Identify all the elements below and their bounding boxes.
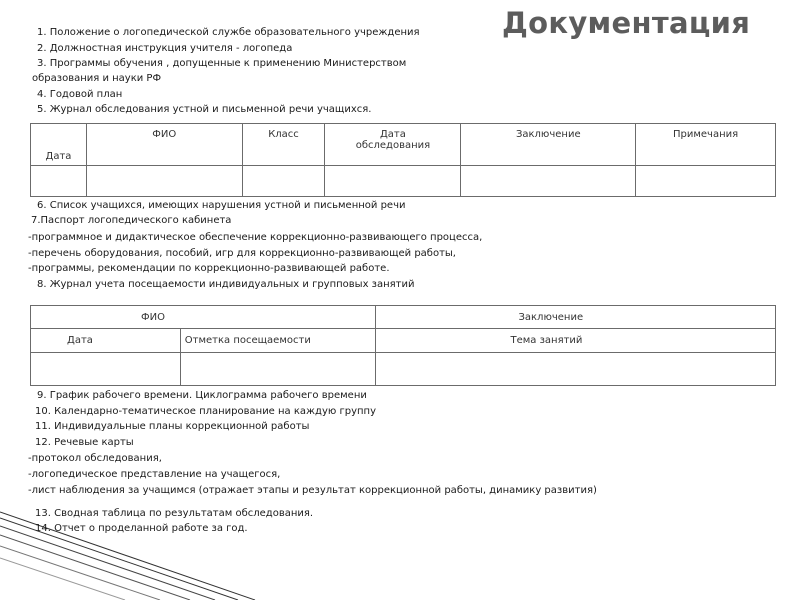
page-title: Документация: [502, 6, 751, 40]
column-header: ФИО: [31, 306, 376, 329]
column-header: Дата: [31, 329, 181, 353]
table-cell: [325, 166, 461, 197]
list-item: 14. Отчет о проделанной работе за год.: [35, 523, 248, 534]
table-cell: [180, 353, 376, 386]
table-cell: [461, 166, 636, 197]
list-item: -перечень оборудования, пособий, игр для коррекционно-развивающей работы,: [28, 248, 456, 259]
list-item: -логопедическое представление на учащегося,: [28, 469, 281, 480]
list-item: 8. Журнал учета посещаемости индивидуальных и групповых занятий: [37, 279, 415, 290]
list-item: -программное и дидактическое обеспечение коррекционно-развивающего процесса,: [28, 232, 483, 243]
column-header: Заключение: [461, 124, 636, 166]
list-item: 2. Должностная инструкция учителя - логопеда: [37, 43, 293, 54]
column-header: Класс: [242, 124, 325, 166]
list-item: 6. Список учащихся, имеющих нарушения устной и письменной речи: [37, 200, 406, 211]
list-item: 4. Годовой план: [37, 89, 123, 100]
column-header: Примечания: [636, 124, 776, 166]
list-item: 10. Календарно-тематическое планирование на каждую группу: [35, 406, 376, 417]
list-item: -лист наблюдения за учащимся (отражает этапы и результат коррекционной работы, динамику развития): [28, 485, 597, 496]
list-item: 7.Паспорт логопедического кабинета: [31, 215, 232, 226]
list-item: образования и науки РФ: [32, 73, 162, 84]
table-cell: [376, 353, 776, 386]
list-item: -программы, рекомендации по коррекционно-развивающей работе.: [28, 263, 390, 274]
list-item: 1. Положение о логопедической службе образовательного учреждения: [37, 27, 420, 38]
list-item: 13. Сводная таблица по результатам обследования.: [35, 508, 314, 519]
column-header: Заключение: [376, 306, 776, 329]
column-header: Дата: [31, 124, 87, 166]
list-item: 11. Индивидуальные планы коррекционной работы: [35, 421, 310, 432]
table-cell: [636, 166, 776, 197]
list-item: 12. Речевые карты: [35, 437, 134, 448]
table-cell: [86, 166, 242, 197]
list-item: 5. Журнал обследования устной и письменной речи учащихся.: [37, 104, 372, 115]
column-header: Отметка посещаемости: [180, 329, 376, 353]
column-header: ФИО: [86, 124, 242, 166]
table-cell: [242, 166, 325, 197]
examination-journal-table: [30, 123, 776, 197]
table-cell: [31, 166, 87, 197]
list-item: -протокол обследования,: [28, 453, 162, 464]
list-item: 9. График рабочего времени. Циклограмма рабочего времени: [37, 390, 367, 401]
table-cell: [31, 353, 181, 386]
column-header: Дата обследования: [325, 124, 461, 166]
list-item: 3. Программы обучения , допущенные к применению Министерством: [37, 58, 407, 69]
column-header: Тема занятий: [376, 329, 776, 353]
attendance-journal-table: [30, 305, 776, 386]
